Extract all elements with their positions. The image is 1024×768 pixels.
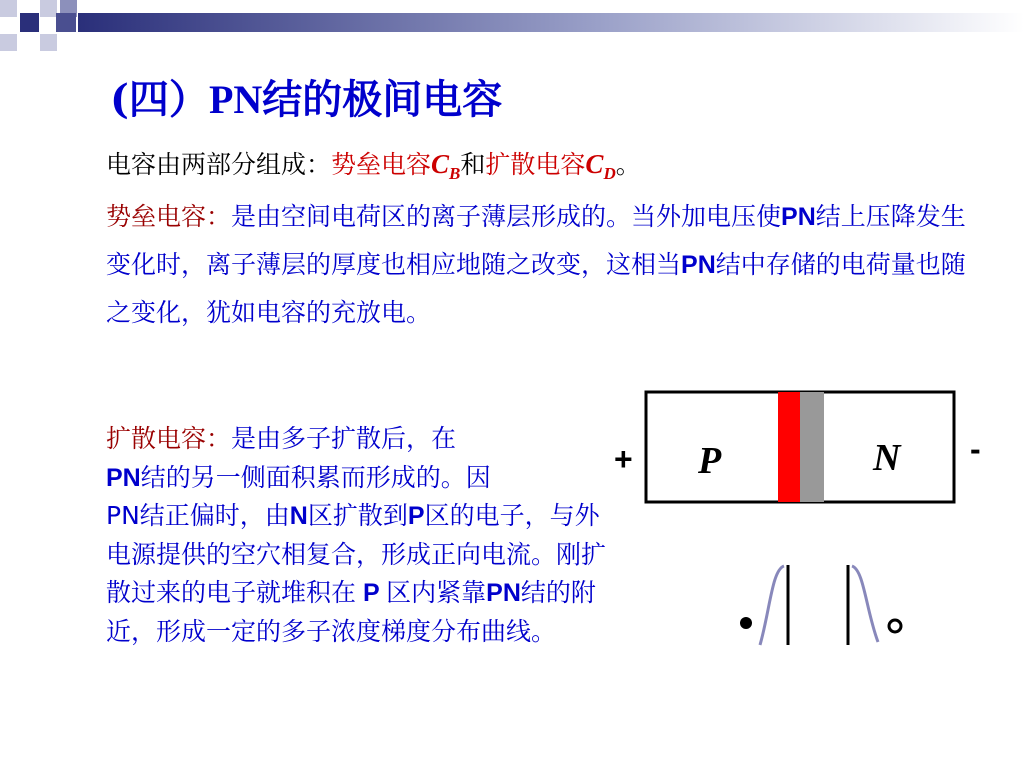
paragraph-label: 扩散电容： [106,424,232,453]
paragraph-label: 势垒电容： [106,202,232,231]
hole-concentration-curve [852,566,878,642]
deco-square [40,0,57,17]
deco-square [40,34,57,51]
deco-square [20,13,39,32]
hole-circle [889,620,901,632]
slide-title: (四）PN结的极间电容 [110,76,503,123]
barrier-term: 势垒电容 [331,150,432,179]
diffusion-capacitance-paragraph: 扩散电容：是由多子扩散后，在 PN结的另一侧面积累而形成的。因 PN结正偏时，由N区扩散到P区的电子，与外电源提供的空穴相复合，形成正向电流。刚扩散过来的电子就堆积在 P 区内紧靠PN结的附近，形成一定的多子浓度梯度分布曲线。 [106,424,607,646]
negative-terminal: - [970,431,981,467]
deco-square [0,0,17,17]
depletion-region-red [778,392,800,502]
deco-square [0,34,17,51]
header-decoration [0,0,1024,60]
depletion-region-gray [800,392,824,502]
n-region-label: N [873,437,901,479]
intro-line: 电容由两部分组成：势垒电容$C_B$和扩散电容$C_D$。 [106,149,641,183]
pn-junction-diagram [600,380,1010,670]
barrier-capacitance-paragraph: 势垒电容：是由空间电荷区的离子薄层形成的。当外加电压使PN结上压降发生变化时，离子薄层的厚度也相应地随之改变，这相当PN结中存储的电荷量也随之变化，犹如电容的充放电。 [106,202,966,327]
header-bar [78,13,1024,32]
deco-square [56,13,76,32]
diffusion-term: 扩散电容 [485,150,586,179]
positive-terminal: + [614,441,633,477]
p-region-label: P [698,440,722,482]
electron-concentration-curve [760,566,784,645]
electron-dot [740,617,752,629]
